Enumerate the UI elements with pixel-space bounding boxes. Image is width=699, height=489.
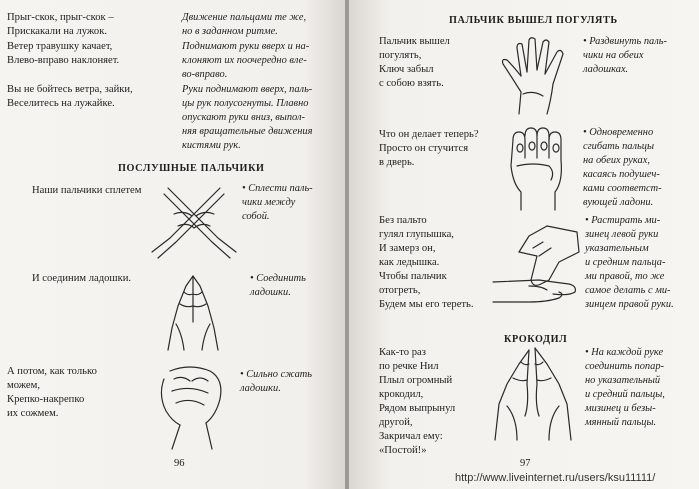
crocodile-text: Как-то раз по речке Нил Плыл огромный крокодил, Рядом выпрынул другой, Закричал ему: «Постой!» bbox=[379, 347, 456, 456]
step-1-text: Наши пальчики сплетем bbox=[32, 185, 142, 196]
section-title-finger-walk: ПАЛЬЧИК ВЫШЕЛ ПОГУЛЯТЬ bbox=[449, 15, 618, 26]
page-number-right: 97 bbox=[520, 458, 531, 469]
crocodile-hint: • На каждой руке соединить попар- но указательный и средний пальцы, мизинец и безы- мянный пальцы. bbox=[585, 347, 665, 428]
open-palm-icon bbox=[497, 36, 577, 118]
rhyme-2-text: Ветер травушку качает, Влево-вправо наклоняет. bbox=[7, 41, 120, 66]
page-number-left: 96 bbox=[174, 458, 185, 469]
step-2-text: И соединим ладошки. bbox=[32, 273, 132, 284]
rhyme-3-hint: Руки поднимают вверх, паль- цы рук полусогнуты. Плавно опускают руки вниз, выпол- няя вращательные движения кистями рук. bbox=[182, 84, 313, 151]
walk-step-1-hint: • Раздвинуть паль- чики на обеих ладошках. bbox=[583, 36, 667, 75]
step-2-hint: • Соединить ладошки. bbox=[250, 273, 306, 298]
walk-step-3-text: Без пальто гулял глупышка, И замерз он, как ледышка. Чтобы пальчик отогреть, Будем мы его тереть. bbox=[379, 215, 474, 310]
left-page bbox=[0, 0, 345, 489]
joined-palms-icon bbox=[158, 272, 228, 352]
step-3-text: А потом, как только можем, Крепко-накрепко их сожмем. bbox=[7, 366, 97, 419]
crocodile-hands-icon bbox=[489, 344, 581, 444]
walk-step-2-text: Что он делает теперь? Просто он стучится в дверь. bbox=[379, 129, 479, 168]
section-title-crocodile: КРОКОДИЛ bbox=[504, 334, 568, 345]
walk-step-1-text: Пальчик вышел погулять, Ключ забыл с собою взять. bbox=[379, 36, 450, 89]
walk-step-3-hint: • Растирать ми- зинец левой руки указательным и средним пальца- ми правой, то же самое делать с ми- зинцем правой руки. bbox=[585, 215, 674, 310]
rhyme-2-hint: Поднимают руки вверх и на- клоняют их поочередно вле- во-вправо. bbox=[182, 41, 310, 80]
watermark-url: http://www.liveinternet.ru/users/ksu11111/ bbox=[455, 472, 656, 484]
step-1-hint: • Сплести паль- чики между собой. bbox=[242, 183, 313, 222]
interlaced-fingers-icon bbox=[148, 180, 240, 262]
right-page bbox=[349, 0, 699, 489]
bent-fingers-icon bbox=[503, 126, 573, 212]
step-3-hint: • Сильно сжать ладошки. bbox=[240, 369, 312, 394]
clasped-hands-icon bbox=[150, 365, 230, 450]
rubbing-finger-icon bbox=[489, 222, 585, 318]
section-title-obedient-fingers: ПОСЛУШНЫЕ ПАЛЬЧИКИ bbox=[118, 163, 265, 174]
rhyme-3-text: Вы не бойтесь ветра, зайки, Веселитесь на лужайке. bbox=[7, 84, 133, 109]
rhyme-1-text: Прыг-скок, прыг-скок – Прискакали на лужок. bbox=[7, 12, 114, 37]
walk-step-2-hint: • Одновременно сгибать пальцы на обеих руках, касаясь подушеч- ками соответст- вующей ладони. bbox=[583, 127, 662, 208]
rhyme-1-hint: Движение пальцами те же, но в заданном ритме. bbox=[182, 12, 307, 37]
